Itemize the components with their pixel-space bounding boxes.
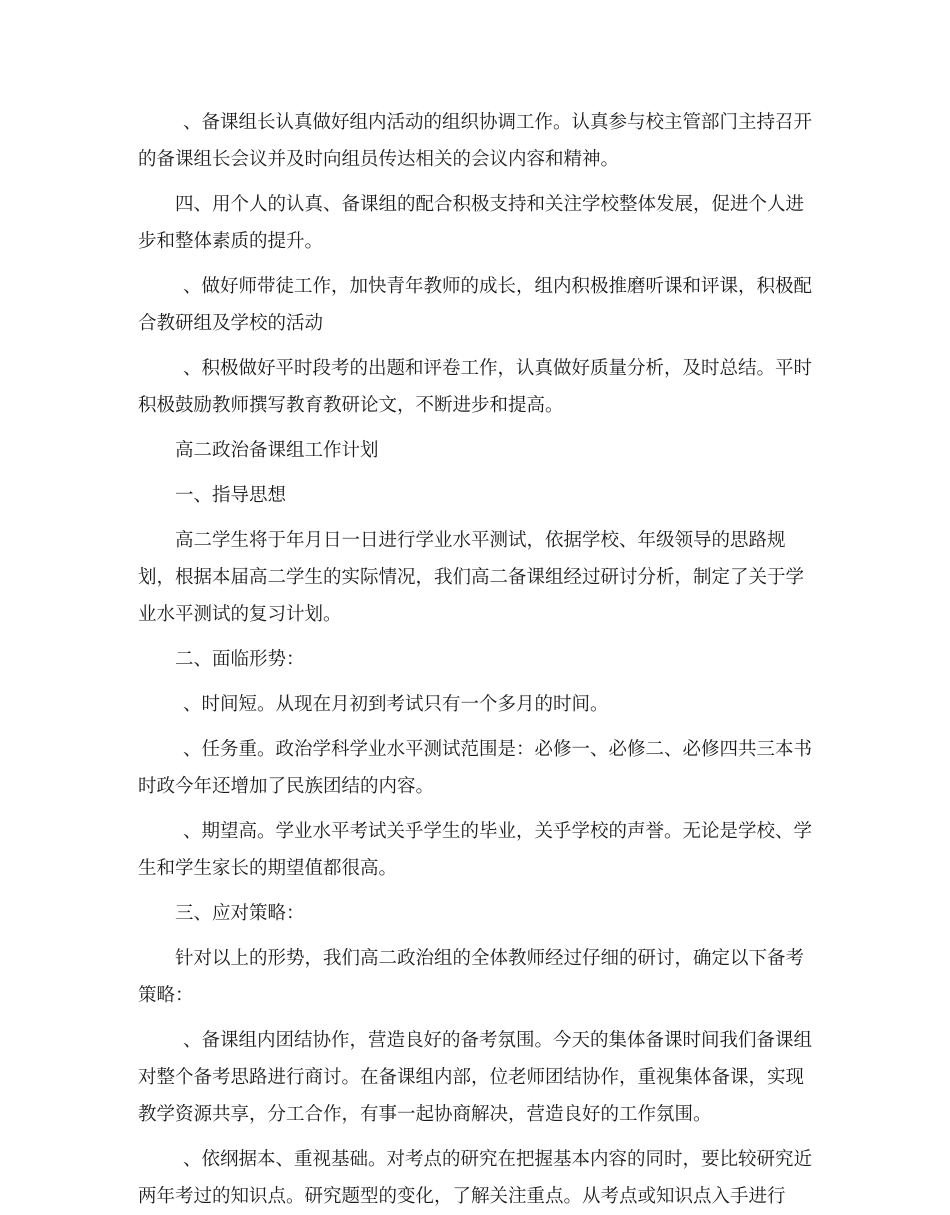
paragraph-high-expectation: 、期望高。学业水平考试关乎学生的毕业，关乎学校的声誉。无论是学校、学生和学生家长的期望值都很高。 [138,821,813,879]
section-heading-strategy: 三、应对策略： [175,903,305,924]
document-heading: 高二政治备课组工作计划 [175,440,379,461]
paragraph-duty-coordination: 、备课组长认真做好组内活动的组织协调工作。认真参与校主管部门主持召开的备课组长会议并及时向组员传达相关的会议内容和精神。 [138,112,813,170]
section-heading-situation: 二、面临形势： [175,649,305,670]
paragraph-teamwork: 、备课组内团结协作，营造良好的备考氛围。今天的集体备课时间我们备课组对整个备考思路进行商讨。在备课组内部，位老师团结协作，重视集体备课，实现教学资源共享，分工合作，有事一起协商解决，营造良好的工作氛围。 [138,1030,813,1125]
paragraph-strategy-intro: 针对以上的形势，我们高二政治组的全体教师经过仔细的研讨，确定以下备考策略： [138,948,805,1006]
paragraph-section-four: 四、用个人的认真、备课组的配合积极支持和关注学校整体发展，促进个人进步和整体素质的提升。 [138,194,805,252]
paragraph-fundamentals: 、依纲据本、重视基础。对考点的研究在把握基本内容的同时，要比较研究近两年考过的知识点。研究题型的变化，了解关注重点。从考点或知识点入手进行 [138,1149,813,1207]
paragraph-guiding-idea: 高二学生将于年月日一日进行学业水平测试，依据学校、年级领导的思路规划，根据本届高二学生的实际情况，我们高二备课组经过研讨分析，制定了关于学业水平测试的复习计划。 [138,530,805,625]
paragraph-exam-work: 、积极做好平时段考的出题和评卷工作，认真做好质量分析，及时总结。平时积极鼓励教师撰写教育教研论文，不断进步和提高。 [138,358,813,416]
document-body [138,104,818,1215]
paragraph-short-time: 、时间短。从现在月初到考试只有一个多月的时间。 [183,694,609,715]
section-heading-guiding-idea: 一、指导思想 [175,485,287,506]
paragraph-mentoring: 、做好师带徒工作，加快青年教师的成长，组内积极推磨听课和评课，积极配合教研组及学校的活动 [138,276,813,334]
paragraph-heavy-task: 、任务重。政治学科学业水平测试范围是：必修一、必修二、必修四共三本书时政今年还增加了民族团结的内容。 [138,739,813,797]
